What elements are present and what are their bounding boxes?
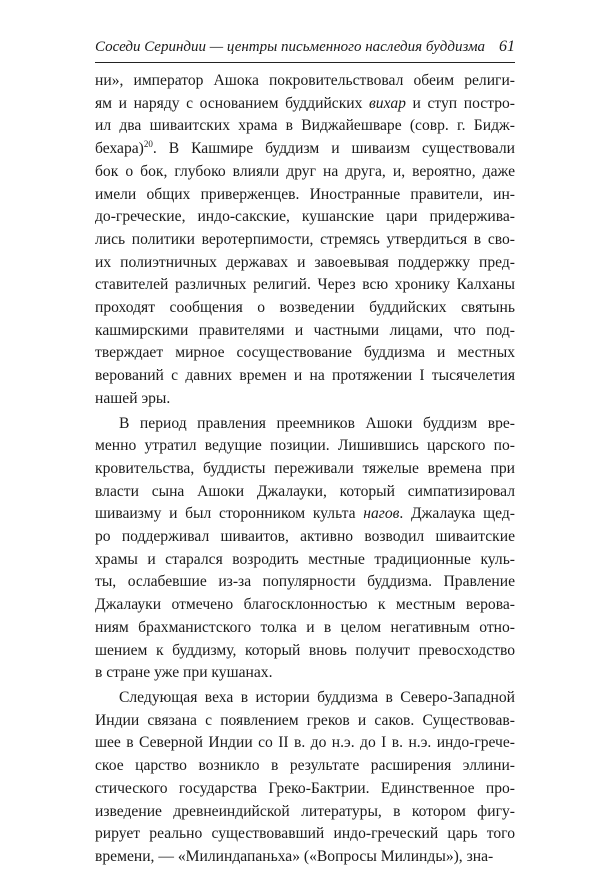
- text-line: [95, 320, 515, 343]
- text-line: [95, 138, 515, 161]
- text-line: [95, 274, 515, 297]
- text-line: [95, 70, 515, 93]
- text-run: шиваизму и был сторонником культа: [95, 505, 364, 523]
- text-line: [95, 846, 515, 869]
- text-run: нашей эры.: [95, 389, 171, 407]
- footnote-ref: 20: [143, 138, 153, 149]
- text-run: бок о бок, глубоко влияли друг на друга, и, вероятно, даже: [95, 162, 515, 180]
- text-run: власти сына Ашоки Джалауки, который симпатизировал: [95, 482, 515, 500]
- text-line: [95, 662, 515, 685]
- text-run: ям и наряду с основанием буддийских: [95, 94, 370, 112]
- text-run: Джалауки отмечено благосклонностью к местным верова-: [95, 596, 515, 614]
- text-line: [95, 388, 515, 411]
- text-run: шением к буддизму, который вновь получит превосходство: [95, 641, 515, 659]
- text-line: [95, 687, 515, 710]
- text-line: [95, 413, 515, 436]
- text-run: . В Кашмире буддизм и шиваизм существовали: [152, 140, 515, 158]
- text-run: храмы и старался возродить местные традиционные куль-: [95, 550, 515, 568]
- text-run: верований с давних времен и на протяжении I тысячелетия: [95, 367, 515, 385]
- text-run: ское царство возникло в результате расширения эллини-: [95, 757, 515, 775]
- text-line: [95, 594, 515, 617]
- text-run: ро поддерживал шиваитов, активно возводил шиваитские: [95, 528, 515, 546]
- text-run: Следующая веха в истории буддизма в Северо-Западной: [119, 688, 515, 706]
- text-run: В период правления преемников Ашоки буддизм вре-: [119, 414, 515, 432]
- text-line: [95, 365, 515, 388]
- text-line: [95, 755, 515, 778]
- text-line: [95, 732, 515, 755]
- text-line: [95, 93, 515, 116]
- text-run: ты, ослабевшие из-за популярности буддизма. Правление: [95, 573, 515, 591]
- text-run: ставителей различных религий. Через всю хронику Калханы: [95, 276, 515, 294]
- text-run: кровительства, буддисты переживали тяжелые времена при: [95, 459, 515, 477]
- text-line: [95, 617, 515, 640]
- text-line: [95, 823, 515, 846]
- text-run: рирует реально существовавший индо-греческий царь того: [95, 825, 515, 843]
- text-run: лись политики веротерпимости, стремясь утвердиться в сво-: [95, 230, 515, 248]
- text-run: в стране уже при кушанах.: [95, 664, 273, 682]
- text-run: бехара): [95, 140, 144, 158]
- text-run: изведение древнеиндийской литературы, в котором фигу-: [95, 802, 515, 820]
- paragraph: [95, 70, 515, 411]
- text-run: стического государства Греко-Бактрии. Единственное про-: [95, 779, 515, 797]
- text-run: шее в Северной Индии со II в. до н.э. до I в. н.э. индо-грече-: [95, 734, 515, 752]
- body-text: [95, 70, 515, 869]
- text-line: [95, 710, 515, 733]
- text-line: [95, 115, 515, 138]
- text-run: менно утратил ведущие позиции. Лишившись царского по-: [95, 437, 515, 455]
- text-run: их полиэтничных державах и завоевывая поддержку пред-: [95, 253, 515, 271]
- text-line: [95, 435, 515, 458]
- text-run: проходят сообщения о возведении буддийских святынь: [95, 299, 515, 317]
- text-run: и ступ постро-: [405, 94, 515, 112]
- text-line: [95, 252, 515, 275]
- text-run: кашмирскими правителями и частными лицами, что под-: [95, 321, 515, 339]
- text-line: [95, 526, 515, 549]
- text-run: Индии связана с появлением греков и саков. Существовав-: [95, 711, 515, 729]
- text-line: [95, 571, 515, 594]
- text-line: [95, 549, 515, 572]
- text-run: до-греческие, индо-сакские, кушанские цари придержива-: [95, 208, 515, 226]
- paragraph: [95, 413, 515, 685]
- paragraph: [95, 687, 515, 869]
- text-run: . Джалаука щед-: [399, 505, 515, 523]
- text-line: [95, 342, 515, 365]
- text-line: [95, 184, 515, 207]
- text-line: [95, 778, 515, 801]
- text-run: тверждает мирное сосуществование буддизма и местных: [95, 344, 515, 362]
- text-line: [95, 503, 515, 526]
- text-line: [95, 161, 515, 184]
- text-run: ниям брахманистского толка и в целом негативным отно-: [95, 618, 515, 636]
- text-run: ни», император Ашока покровительствовал обеим религи-: [95, 72, 515, 89]
- italic-term: нагов: [363, 505, 400, 523]
- text-line: [95, 640, 515, 663]
- text-run: имели общих приверженцев. Иностранные правители, ин-: [95, 185, 515, 203]
- page-number: 61: [499, 38, 515, 55]
- running-title: Соседи Сериндии — центры письменного наследия буддизма: [95, 39, 486, 55]
- text-line: [95, 297, 515, 320]
- running-header: [95, 38, 515, 56]
- text-line: [95, 229, 515, 252]
- header-rule: [95, 62, 515, 63]
- text-line: [95, 206, 515, 229]
- text-run: ил два шиваитских храма в Виджайешваре (совр. г. Бидж-: [95, 117, 515, 135]
- text-line: [95, 801, 515, 824]
- text-run: времени, — «Милиндапаньха» («Вопросы Милинды»), зна-: [95, 847, 494, 865]
- text-line: [95, 458, 515, 481]
- italic-term: вихар: [369, 94, 406, 112]
- text-line: [95, 481, 515, 504]
